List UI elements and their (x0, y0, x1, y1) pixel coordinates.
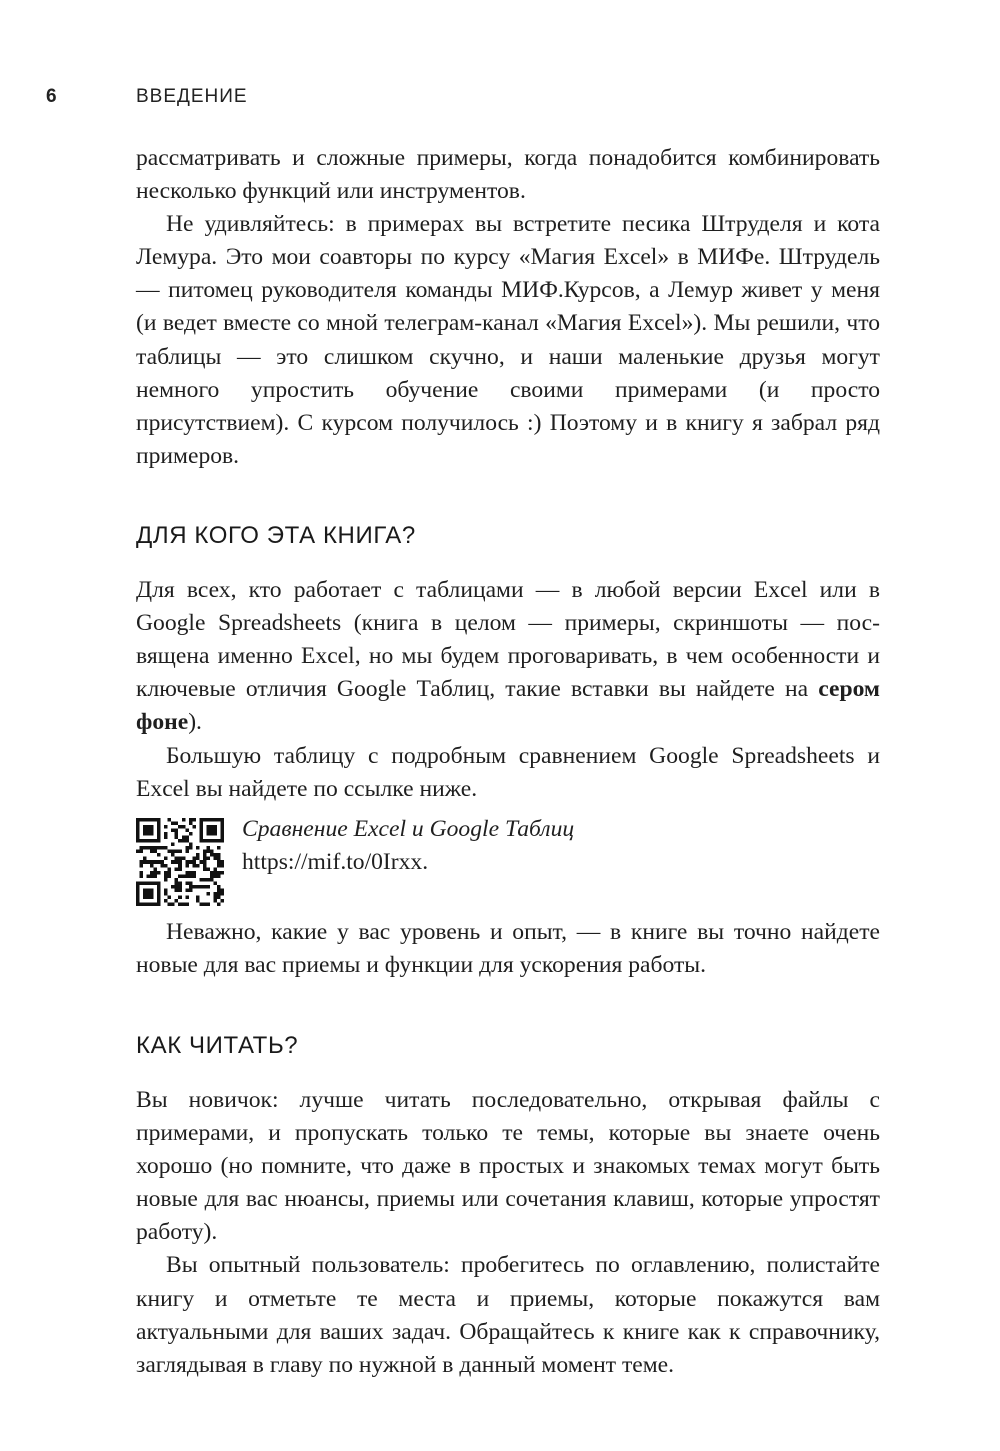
qr-caption (242, 813, 574, 879)
paragraph: Вы опытный пользователь: пробегитесь по оглавлению, полистайте книгу и отметьте те места и приемы, которые покажутся вам актуальными для ваших задач. Обращайтесь к книге как к справочнику, заглядывая в главу по нужной в данный момент теме. (136, 1252, 880, 1378)
paragraph: Неважно, какие у вас уровень и опыт, — в книге вы точно найдете новые для вас приемы и функции для ускорения работы. (136, 918, 880, 978)
page-number: 6 (46, 86, 58, 107)
paragraph-text: ). (188, 709, 202, 736)
paragraph: Не удивляйтесь: в примерах вы встретите песика Штруделя и кота Лемура. Это мои соавторы по курсу «Магия Excel» в МИФе. Штрудель — питомец руководителя команды МИФ.Курсов, а Лемур живет у меня (и ведет вместе со мной телеграм-канал «Магия Excel»). Мы решили, что таблицы — это слишком скучно, и наши маленькие друзья могут немного упростить обучение своими примерами (и просто присутствием). С курсом получилось :) Поэтому и в книгу я забрал ряд примеров. (136, 211, 880, 469)
section-heading-who: ДЛЯ КОГО ЭТА КНИГА? (136, 521, 416, 549)
paragraph-text: Для всех, кто работает с таблицами — в любой версии Excel или в Google Spreadsheets (книга в целом — примеры, скриншоты — посвящена именно Excel, но мы будем проговаривать, в чем особенности и ключевые отличия Google Таблиц, такие вставки вы найдете на (136, 577, 880, 703)
paragraph: рассматривать и сложные примеры, когда понадобится комбинировать несколько функций или инструментов. (136, 145, 880, 205)
qr-link-title: Сравнение Excel и Google Таблиц (242, 815, 575, 842)
bold-text: сером фоне (136, 676, 880, 736)
paragraph (136, 574, 880, 739)
qr-code-icon[interactable] (136, 818, 224, 906)
section-heading-how: КАК ЧИТАТЬ? (136, 1031, 299, 1059)
page-body (136, 142, 880, 1382)
paragraph: Вы новичок: лучше читать последовательно, открывая файлы с примерами, и пропускать только те темы, которые вы знаете очень хорошо (но помните, что даже в простых и знакомых темах могут быть новые для вас нюансы, приемы или сочетания клавиш, которые упростят работу). (136, 1086, 880, 1246)
section-title: ВВЕДЕНИЕ (136, 86, 248, 107)
qr-link-block (136, 815, 880, 906)
running-header (46, 86, 248, 108)
paragraph: Большую таблицу с подробным сравнением Google Spreadsheets и Excel вы найдете по ссылке ниже. (136, 742, 880, 802)
qr-link-url[interactable]: https://mif.to/0Irxx. (242, 848, 429, 875)
